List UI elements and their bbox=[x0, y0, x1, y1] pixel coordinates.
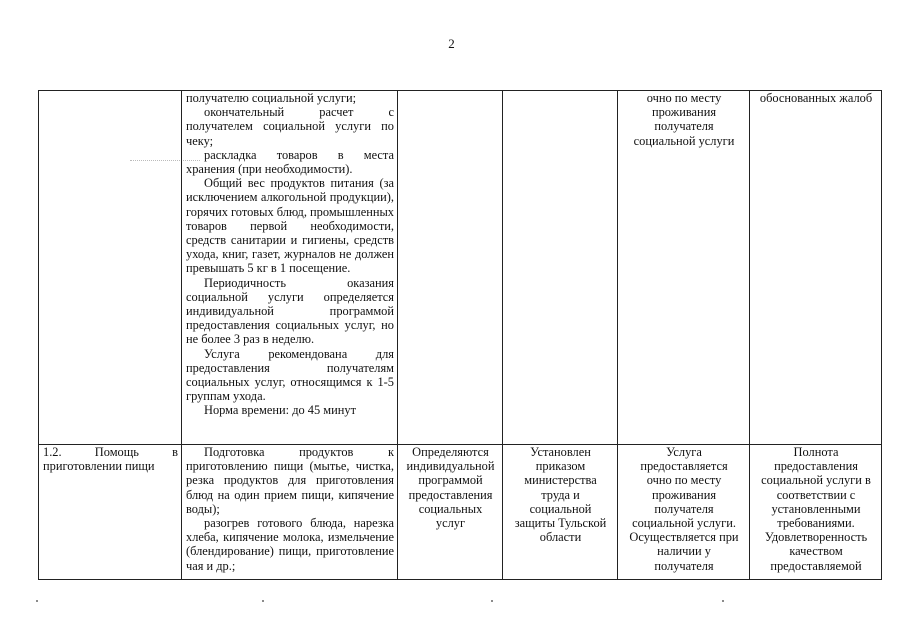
scan-dot bbox=[36, 600, 38, 602]
conditions-line: получателя bbox=[654, 501, 714, 516]
conditions-line: предоставляется bbox=[640, 459, 728, 474]
conditions-line: проживания bbox=[651, 105, 717, 120]
period-cell bbox=[398, 91, 503, 445]
period-line: индивидуальной bbox=[406, 459, 495, 474]
content-paragraph: Общий вес продуктов питания (за исключением алкогольной продукции), горячих готовых блюд, промышленных товаров первой необходимости, средств санитарии и гигиены, средств ухода, книг, газет, журналов не должен превышать 5 кг в 1 посещение. bbox=[186, 176, 395, 276]
scan-dot bbox=[491, 600, 493, 602]
service-name: 1.2. Помощь в приготовлении пищи bbox=[43, 445, 178, 474]
quality-line: Полнота bbox=[793, 445, 839, 459]
service-content-cell bbox=[182, 445, 398, 580]
conditions-line: социальной услуги bbox=[633, 133, 735, 148]
quality-cell bbox=[750, 91, 882, 445]
tariff-line: приказом bbox=[535, 459, 586, 474]
conditions-line: Осуществляется при bbox=[629, 530, 739, 545]
quality-line: качеством bbox=[789, 544, 843, 559]
content-paragraph: получателю социальной услуги; bbox=[186, 91, 357, 105]
period-line: программой bbox=[418, 473, 483, 488]
services-table bbox=[38, 90, 882, 580]
scan-dot bbox=[262, 600, 264, 602]
table-row bbox=[39, 445, 882, 580]
tariff-cell bbox=[503, 91, 618, 445]
content-paragraph: раскладка товаров в места хранения (при необходимости). bbox=[186, 147, 394, 177]
conditions-cell bbox=[618, 91, 750, 445]
tariff-line: защиты Тульской bbox=[514, 516, 607, 531]
tariff-line: Установлен bbox=[530, 445, 591, 459]
period-line: Определяются bbox=[412, 445, 489, 459]
conditions-line: наличии у bbox=[657, 544, 711, 559]
content-paragraph: Подготовка продуктов к приготовлению пищи (мытье, чистка, резка продуктов для приготовления блюд на один прием пищи, кипячение воды); bbox=[186, 445, 394, 516]
conditions-line: социальной услуги. bbox=[632, 516, 736, 531]
period-line: социальных bbox=[418, 501, 483, 516]
table-row bbox=[39, 91, 882, 445]
tariff-line: области bbox=[539, 530, 582, 545]
conditions-cell bbox=[618, 445, 750, 580]
period-line: предоставления bbox=[408, 487, 493, 502]
quality-line: социальной услуги в bbox=[761, 473, 871, 488]
tariff-line: труда и bbox=[541, 487, 580, 502]
quality-line: требованиями. bbox=[777, 516, 855, 531]
scan-dots bbox=[0, 600, 903, 606]
conditions-line: очно по месту bbox=[646, 91, 722, 105]
scan-dot bbox=[722, 600, 724, 602]
content-paragraph: разогрев готового блюда, нарезка хлеба, кипячение молока, измельчение (блендирование) пищи, приготовление чая и др.; bbox=[186, 516, 394, 573]
conditions-line: проживания bbox=[651, 487, 717, 502]
tariff-line: социальной bbox=[529, 501, 592, 516]
period-line: услуг bbox=[435, 516, 466, 531]
quality-line: соответствии с bbox=[776, 487, 856, 502]
service-name-cell bbox=[39, 91, 182, 445]
service-name-cell bbox=[39, 445, 182, 580]
content-paragraph: Норма времени: до 45 минут bbox=[204, 403, 356, 418]
content-paragraph: Периодичность оказания социальной услуги определяется индивидуальной программой предоставления социальных услуг, но не более 3 раз в неделю. bbox=[186, 275, 394, 347]
page-number: 2 bbox=[448, 36, 455, 51]
quality-line: Удовлетворенность bbox=[764, 530, 868, 545]
conditions-line: очно по месту bbox=[646, 473, 722, 488]
quality-line: предоставляемой bbox=[770, 558, 862, 573]
quality-line: предоставления bbox=[774, 459, 858, 474]
content-paragraph: окончательный расчет с получателем социальной услуги по чеку; bbox=[186, 105, 394, 148]
quality-cell bbox=[750, 445, 882, 580]
conditions-line: получателя bbox=[654, 119, 714, 134]
conditions-line: получателя bbox=[654, 558, 714, 573]
tariff-cell bbox=[503, 445, 618, 580]
content-paragraph: Услуга рекомендована для предоставления получателям социальных услуг, относящимся к 1-5 группам ухода. bbox=[186, 346, 394, 404]
period-cell bbox=[398, 445, 503, 580]
quality-line: установленными bbox=[771, 501, 861, 516]
service-content-cell bbox=[182, 91, 398, 445]
conditions-line: Услуга bbox=[666, 445, 702, 459]
quality-line: обоснованных жалоб bbox=[759, 91, 873, 105]
tariff-line: министерства bbox=[524, 473, 597, 488]
